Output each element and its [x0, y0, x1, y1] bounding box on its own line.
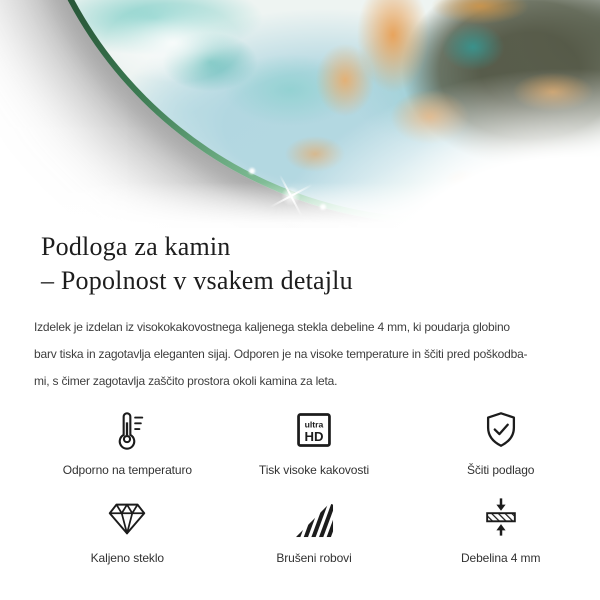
feature-grid: [34, 405, 594, 565]
svg-text:ultra: ultra: [304, 419, 324, 430]
shield-check-icon: [480, 405, 522, 451]
page-title-line-2: – Popolnost v vsakem detajlu: [41, 266, 353, 295]
description-line: barv tiska in zagotavlja eleganten sijaj. Odporen je na visoke temperature in ščiti pred poškodba-: [34, 347, 528, 361]
glass-panel-edge: [19, 0, 600, 224]
sparkle-glint-icon: [249, 168, 255, 174]
feature-label: Tisk visoke kakovosti: [258, 463, 370, 477]
feature-item-thickness: [407, 493, 594, 565]
feature-label: Kaljeno steklo: [90, 551, 164, 565]
feature-label: Odporno na temperaturo: [62, 463, 192, 477]
feature-label: Ščiti podlago: [466, 463, 535, 477]
diamond-icon: [104, 493, 150, 539]
product-info-section: [0, 230, 600, 565]
feature-item-print-quality: [221, 405, 408, 477]
product-description: [34, 314, 566, 395]
feature-item-tempered-glass: [34, 493, 221, 565]
abstract-marble-artwork: [25, 0, 600, 218]
description-line: Izdelek je izdelan iz visokokakovostnega kaljenega stekla debeline 4 mm, ki poudarja globino: [34, 320, 510, 334]
feature-label: Brušeni robovi: [276, 551, 352, 565]
sparkle-glint-icon: [320, 204, 326, 210]
page-title: [41, 230, 566, 298]
ultra-hd-icon: [294, 405, 334, 451]
page-title-line-1: Podloga za kamin: [41, 232, 231, 261]
description-line: mi, s čimer zagotavlja zaščito prostora okoli kamina za leta.: [34, 374, 338, 388]
svg-text:HD: HD: [304, 428, 324, 444]
thickness-icon: [480, 493, 522, 539]
product-hero-image: [0, 0, 600, 228]
feature-item-polished-edges: [221, 493, 408, 565]
polished-edges-icon: [293, 493, 335, 539]
feature-item-temperature: [34, 405, 221, 477]
feature-item-protects-surface: [407, 405, 594, 477]
thermometer-icon: [106, 405, 148, 451]
feature-label: Debelina 4 mm: [460, 551, 541, 565]
